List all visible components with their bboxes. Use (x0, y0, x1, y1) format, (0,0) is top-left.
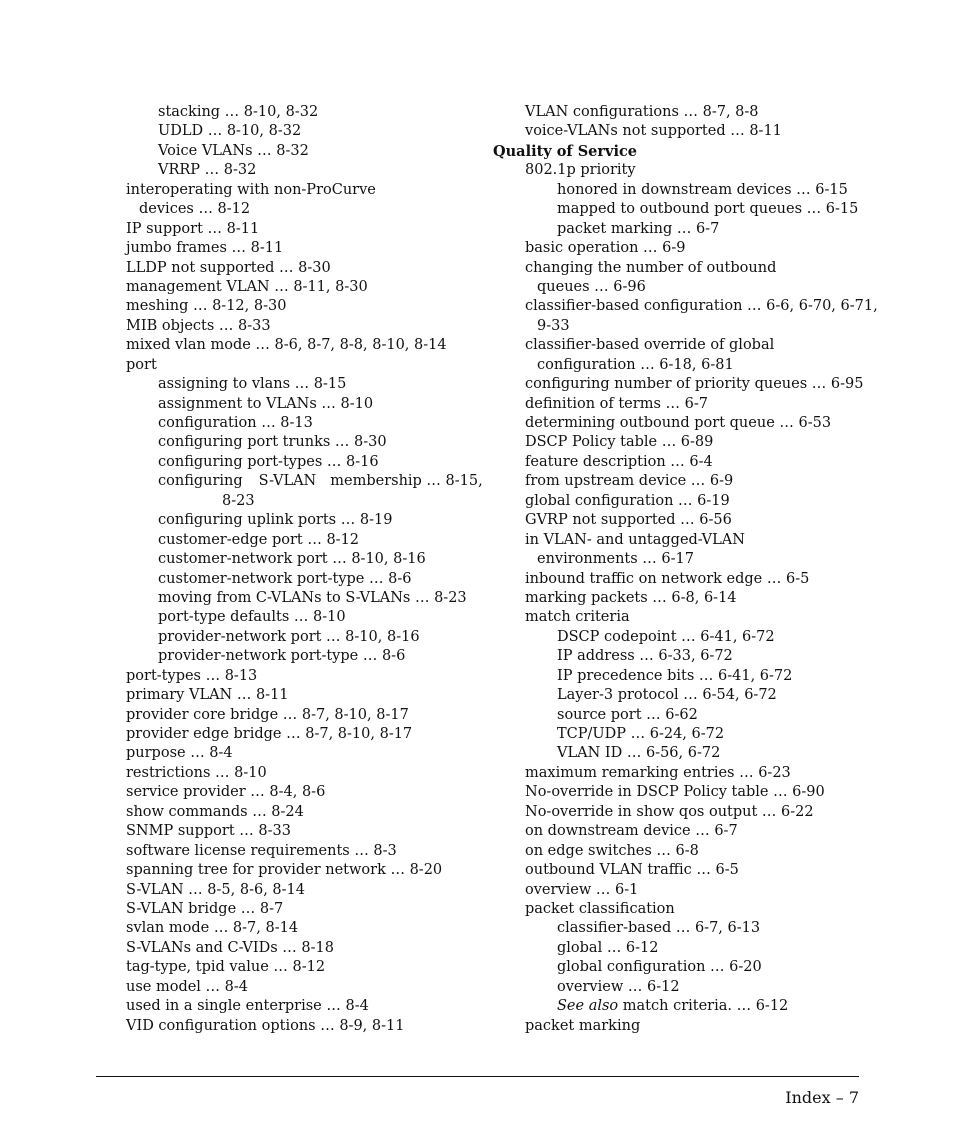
index-entry: assigning to vlans … 8-15 (158, 376, 347, 393)
index-entry: assignment to VLANs … 8-10 (158, 395, 374, 412)
index-entry: determining outbound port queue … 6-53 (525, 415, 832, 431)
index-entry: changing the number of outbound (525, 259, 777, 276)
index-entry: voice-VLANs not supported … 8-11 (525, 123, 782, 140)
index-entry: global configuration … 6-20 (557, 959, 762, 976)
index-entry-word: S-VLAN (258, 473, 317, 490)
index-column-right (493, 103, 878, 1036)
index-entry: match criteria (525, 609, 630, 626)
index-entry-text: match criteria. … 6-12 (618, 998, 789, 1015)
index-entry: interoperating with non-ProCurve (126, 181, 376, 198)
index-entry: VLAN configurations … 8-7, 8-8 (525, 104, 759, 120)
index-entry: from upstream device … 6-9 (525, 473, 734, 490)
index-entry: svlan mode … 8-7, 8-14 (126, 920, 299, 937)
index-entry: marking packets … 6-8, 6-14 (525, 589, 737, 606)
index-entry: 8-23 (222, 492, 255, 509)
index-entry: definition of terms … 6-7 (525, 395, 708, 412)
index-entry: port (126, 356, 157, 373)
footer-rule (96, 1076, 859, 1077)
index-entry: provider-network port-type … 8-6 (158, 648, 406, 665)
index-entry: moving from C-VLANs to S-VLANs … 8-23 (158, 589, 467, 606)
index-entry: feature description … 6-4 (525, 453, 713, 470)
index-entry: mapped to outbound port queues … 6-15 (557, 201, 859, 218)
index-entry: global … 6-12 (557, 939, 659, 956)
index-entry: honored in downstream devices … 6-15 (557, 181, 848, 198)
index-entry: configuration … 8-13 (158, 415, 313, 431)
index-entry: configuring uplink ports … 8-19 (158, 512, 393, 529)
index-entry: DSCP Policy table … 6-89 (525, 434, 714, 451)
index-entry: port-types … 8-13 (126, 667, 258, 684)
index-entry: S-VLAN bridge … 8-7 (126, 900, 284, 917)
index-entry: outbound VLAN traffic … 6-5 (525, 862, 739, 879)
index-entry: configuration … 6-18, 6-81 (537, 356, 734, 373)
index-entry: Layer-3 protocol … 6-54, 6-72 (557, 687, 777, 704)
index-entry: customer-edge port … 8-12 (158, 531, 360, 548)
index-entry: provider core bridge … 8-7, 8-10, 8-17 (126, 706, 409, 723)
index-entry: meshing … 8-12, 8-30 (126, 298, 287, 315)
index-entry: use model … 8-4 (126, 978, 249, 995)
index-entry: IP support … 8-11 (126, 220, 260, 237)
index-entry: show commands … 8-24 (126, 803, 304, 820)
index-entry (158, 472, 483, 491)
index-entry: GVRP not supported … 6-56 (525, 512, 732, 529)
index-entry: classifier-based … 6-7, 6-13 (557, 920, 761, 937)
index-entry: in VLAN- and untagged-VLAN (525, 531, 745, 548)
index-entry: LLDP not supported … 8-30 (126, 259, 331, 276)
index-entry: No-override in DSCP Policy table … 6-90 (525, 784, 825, 801)
index-entry: S-VLAN … 8-5, 8-6, 8-14 (126, 881, 305, 898)
index-entry: overview … 6-12 (557, 978, 680, 995)
index-entry: software license requirements … 8-3 (126, 842, 397, 859)
index-entry: packet marking … 6-7 (557, 220, 720, 237)
index-entry: classifier-based override of global (525, 337, 775, 354)
index-entry: VID configuration options … 8-9, 8-11 (126, 1017, 405, 1034)
index-entry: customer-network port-type … 8-6 (158, 570, 412, 587)
index-entry: on downstream device … 6-7 (525, 823, 738, 840)
index-entry: UDLD … 8-10, 8-32 (158, 123, 302, 140)
index-entry: configuring port-types … 8-16 (158, 453, 379, 470)
index-entry: stacking … 8-10, 8-32 (158, 104, 319, 120)
index-entry: restrictions … 8-10 (126, 764, 267, 781)
index-entry: Voice VLANs … 8-32 (158, 142, 309, 159)
index-entry (557, 997, 863, 1016)
index-entry: management VLAN … 8-11, 8-30 (126, 278, 368, 295)
index-entry: inbound traffic on network edge … 6-5 (525, 570, 810, 587)
index-entry: IP address … 6-33, 6-72 (557, 648, 733, 665)
index-entry: jumbo frames … 8-11 (126, 240, 284, 257)
index-entry-word: membership … 8-15, (330, 473, 483, 490)
index-entry: MIB objects … 8-33 (126, 317, 271, 334)
index-entry: on edge switches … 6-8 (525, 842, 699, 859)
page-number: Index – 7 (785, 1088, 859, 1107)
index-entry: 802.1p priority (525, 162, 636, 179)
index-entry: configuring port trunks … 8-30 (158, 434, 387, 451)
index-entry: overview … 6-1 (525, 881, 639, 898)
index-entry: TCP/UDP … 6-24, 6-72 (557, 726, 725, 742)
index-entry: purpose … 8-4 (126, 745, 233, 762)
index-entry: DSCP codepoint … 6-41, 6-72 (557, 628, 775, 645)
index-entry: spanning tree for provider network … 8-20 (126, 862, 443, 879)
index-entry: port-type defaults … 8-10 (158, 609, 346, 626)
index-entry: customer-network port … 8-10, 8-16 (158, 551, 426, 568)
index-entry: SNMP support … 8-33 (126, 823, 291, 840)
index-entry: service provider … 8-4, 8-6 (126, 784, 326, 801)
index-entry: devices … 8-12 (139, 201, 251, 218)
index-entry: primary VLAN … 8-11 (126, 687, 289, 704)
index-entry: used in a single enterprise … 8-4 (126, 998, 369, 1015)
index-entry: provider-network port … 8-10, 8-16 (158, 628, 420, 645)
index-entry: mixed vlan mode … 8-6, 8-7, 8-8, 8-10, 8-14 (126, 337, 447, 354)
index-entry: classifier-based configuration … 6-6, 6-70, 6-71, (525, 298, 878, 315)
index-entry: provider edge bridge … 8-7, 8-10, 8-17 (126, 726, 413, 742)
index-entry: tag-type, tpid value … 8-12 (126, 959, 326, 976)
index-column-left (126, 103, 483, 1036)
index-entry: VRRP … 8-32 (158, 162, 257, 179)
index-entry: S-VLANs and C-VIDs … 8-18 (126, 939, 334, 956)
index-entry: packet marking (525, 1017, 641, 1034)
index-entry: VLAN ID … 6-56, 6-72 (557, 745, 721, 762)
index-entry: Quality of Service (493, 142, 638, 160)
index-entry: IP precedence bits … 6-41, 6-72 (557, 667, 793, 684)
index-entry: queues … 6-96 (537, 278, 646, 295)
index-entry: 9-33 (537, 317, 570, 334)
index-entry: packet classification (525, 900, 675, 917)
index-entry: configuring number of priority queues … 6-95 (525, 376, 864, 393)
see-also-label: See also (557, 998, 619, 1015)
index-entry: environments … 6-17 (537, 551, 694, 568)
index-entry: No-override in show qos output … 6-22 (525, 803, 814, 820)
index-entry: source port … 6-62 (557, 706, 698, 723)
index-entry: maximum remarking entries … 6-23 (525, 764, 791, 781)
index-entry-word: configuring (158, 473, 243, 490)
index-entry: global configuration … 6-19 (525, 492, 730, 509)
index-entry: basic operation … 6-9 (525, 240, 686, 257)
